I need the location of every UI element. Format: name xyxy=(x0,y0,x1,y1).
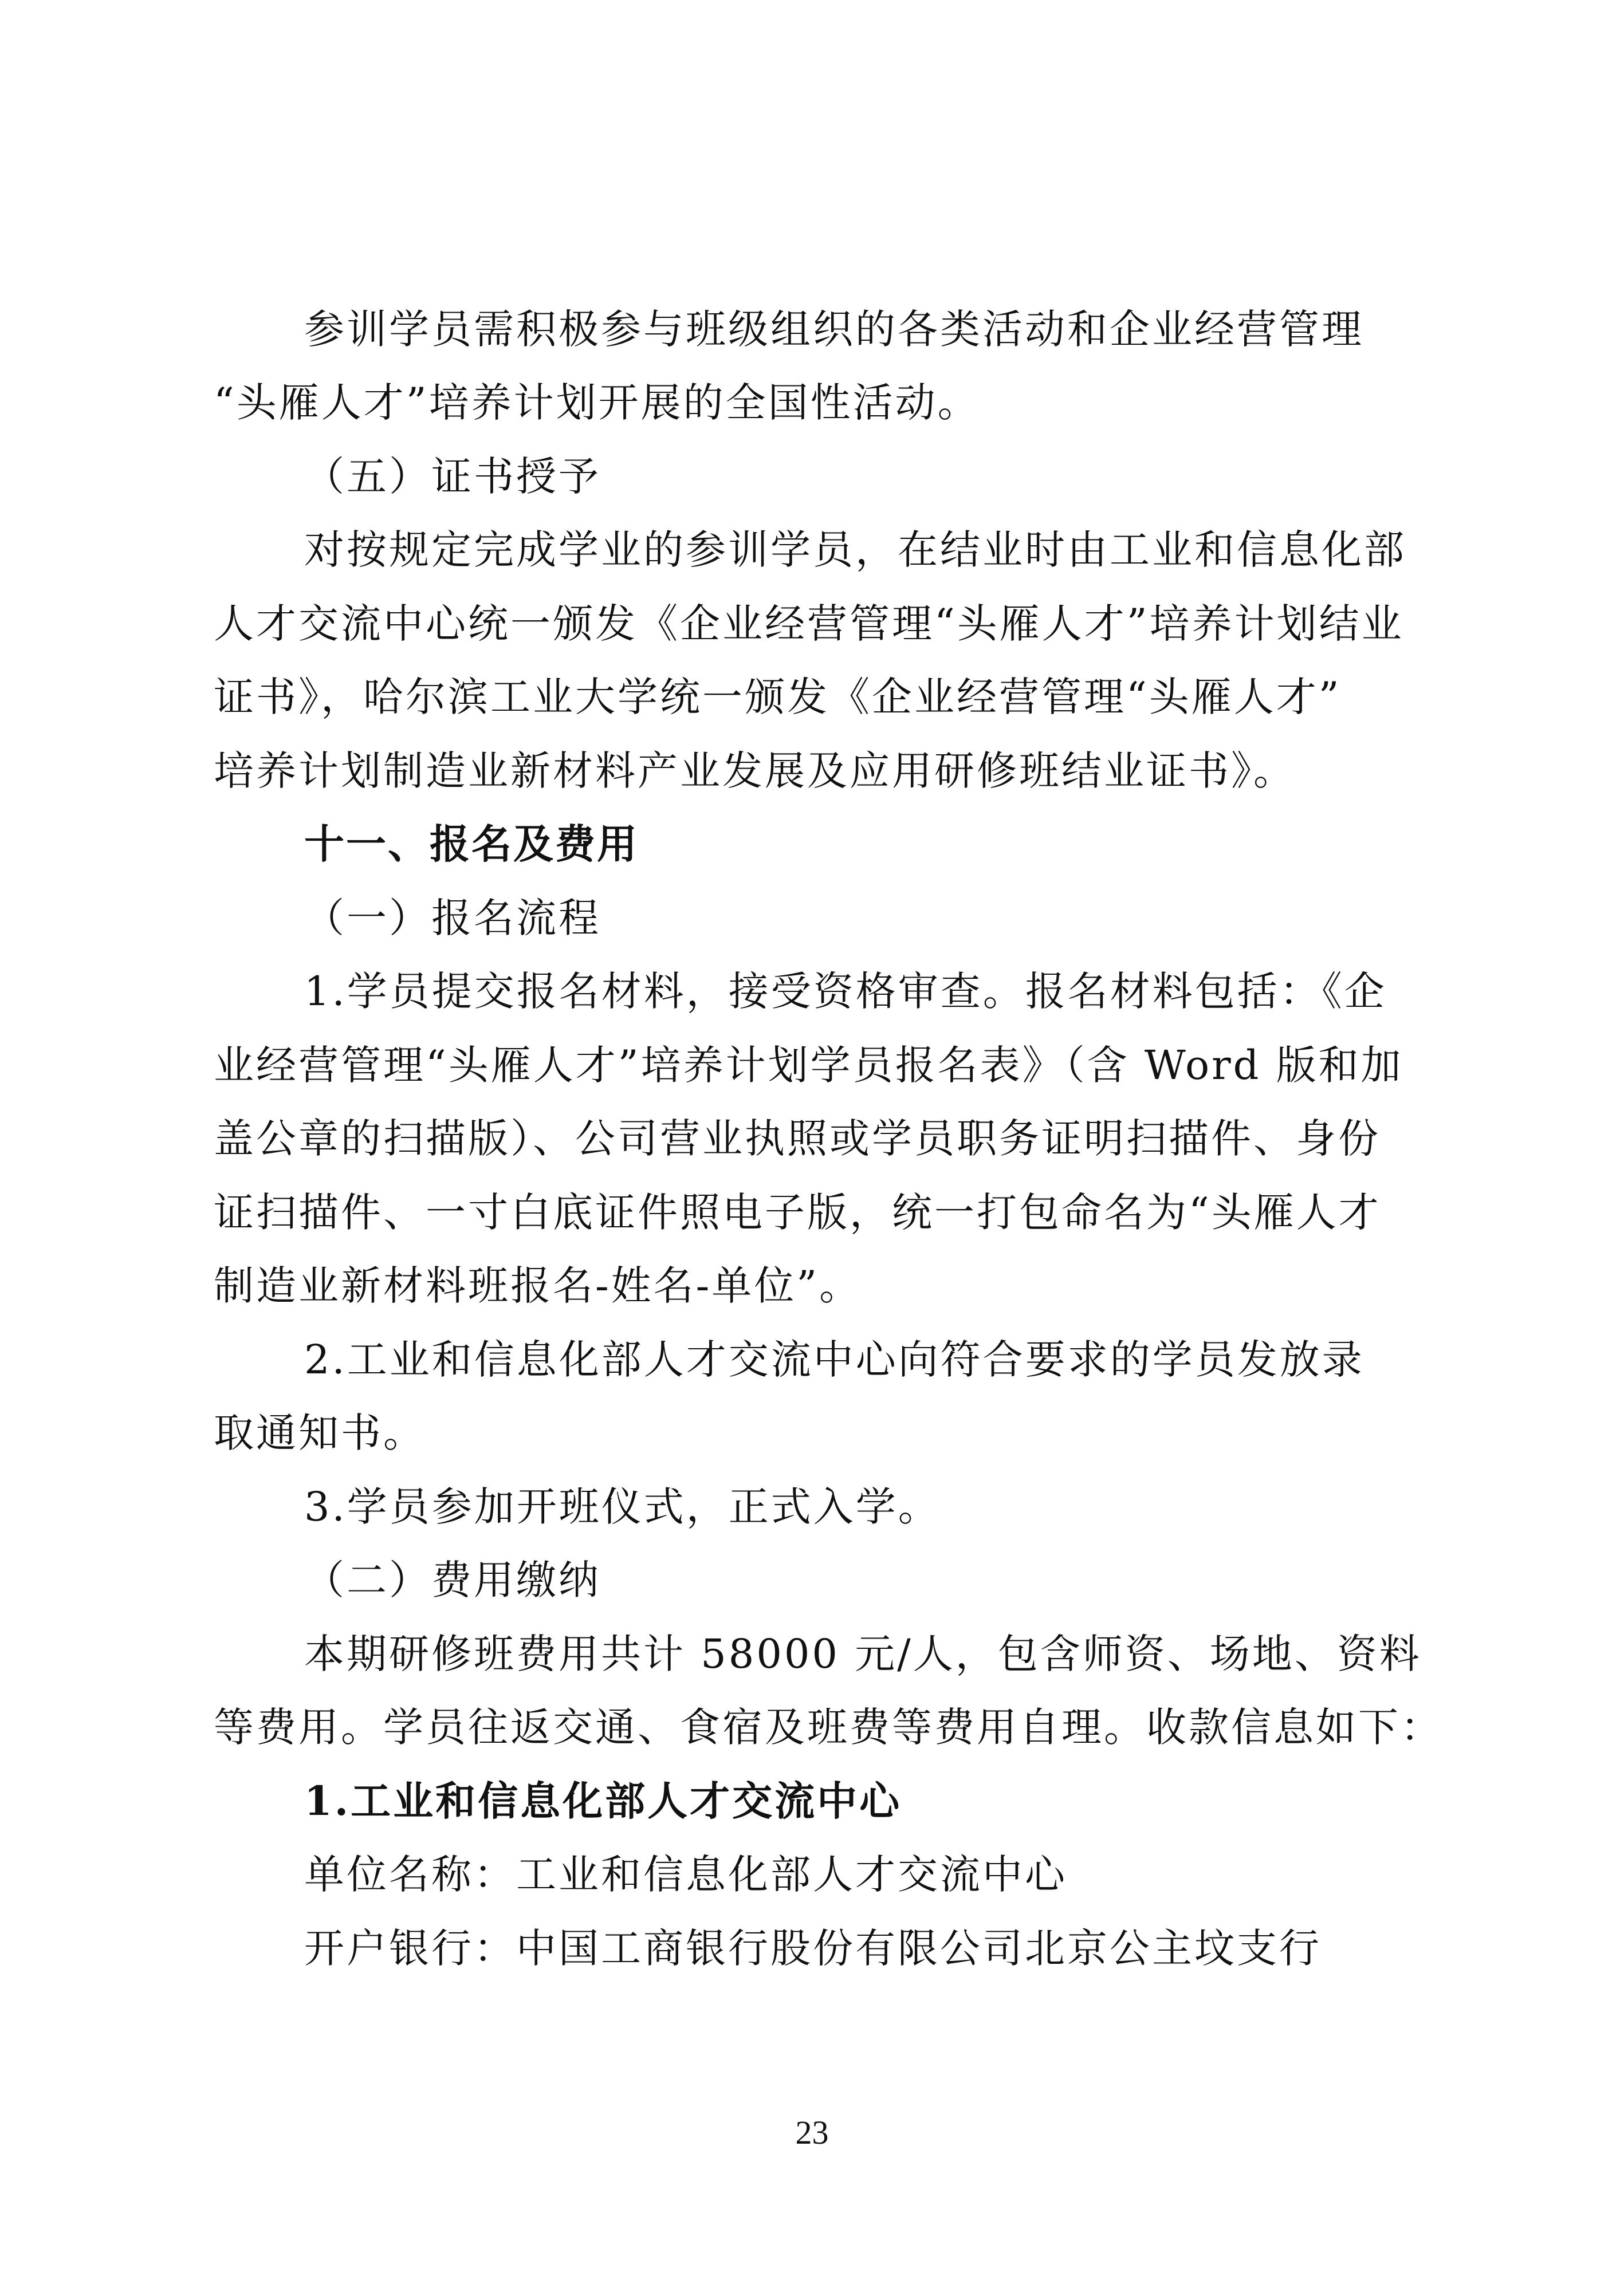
paragraph-line: 1.学员提交报名材料，接受资格审查。报名材料包括：《企 xyxy=(304,968,1387,1015)
section-subheading: （五）证书授予 xyxy=(304,453,601,500)
paragraph-line: 本期研修班费用共计 58000 元/人，包含师资、场地、资料 xyxy=(304,1631,1422,1677)
paragraph-line: “头雁人才”培养计划开展的全国性活动。 xyxy=(214,379,980,426)
paragraph-line: 业经营管理“头雁人才”培养计划学员报名表》（含 Word 版和加 xyxy=(214,1042,1403,1089)
section-heading: 十一、报名及费用 xyxy=(304,821,639,868)
paragraph-line: 3.学员参加开班仪式，正式入学。 xyxy=(304,1483,941,1530)
bank-line: 开户银行：中国工商银行股份有限公司北京公主坟支行 xyxy=(304,1925,1322,1972)
paragraph-line: 证扫描件、一寸白底证件照电子版，统一打包命名为“头雁人才 xyxy=(214,1189,1381,1236)
paragraph-line: 2.工业和信息化部人才交流中心向符合要求的学员发放录 xyxy=(304,1336,1365,1383)
paragraph-line: 证书》，哈尔滨工业大学统一颁发《企业经营管理“头雁人才” xyxy=(214,674,1342,720)
paragraph-line: 对按规定完成学业的参训学员，在结业时由工业和信息化部 xyxy=(304,526,1406,573)
paragraph-line: 等费用。学员往返交通、食宿及班费等费用自理。收款信息如下： xyxy=(214,1704,1443,1751)
paragraph-line: 人才交流中心统一颁发《企业经营管理“头雁人才”培养计划结业 xyxy=(214,600,1404,647)
section-subheading: （二）费用缴纳 xyxy=(304,1557,601,1604)
section-subheading: （一）报名流程 xyxy=(304,895,601,942)
page-number: 23 xyxy=(795,2114,829,2151)
paragraph-line: 取通知书。 xyxy=(214,1409,426,1456)
paragraph-line: 制造业新材料班报名-姓名-单位”。 xyxy=(214,1262,862,1309)
paragraph-line: 盖公章的扫描版）、公司营业执照或学员职务证明扫描件、身份 xyxy=(214,1115,1381,1162)
paragraph-line: 培养计划制造业新材料产业发展及应用研修班结业证书》。 xyxy=(214,747,1296,794)
payee-heading: 1.工业和信息化部人才交流中心 xyxy=(304,1777,902,1825)
payee-name-line: 单位名称：工业和信息化部人才交流中心 xyxy=(304,1851,1067,1898)
paragraph-line: 参训学员需积极参与班级组织的各类活动和企业经营管理 xyxy=(304,306,1364,353)
